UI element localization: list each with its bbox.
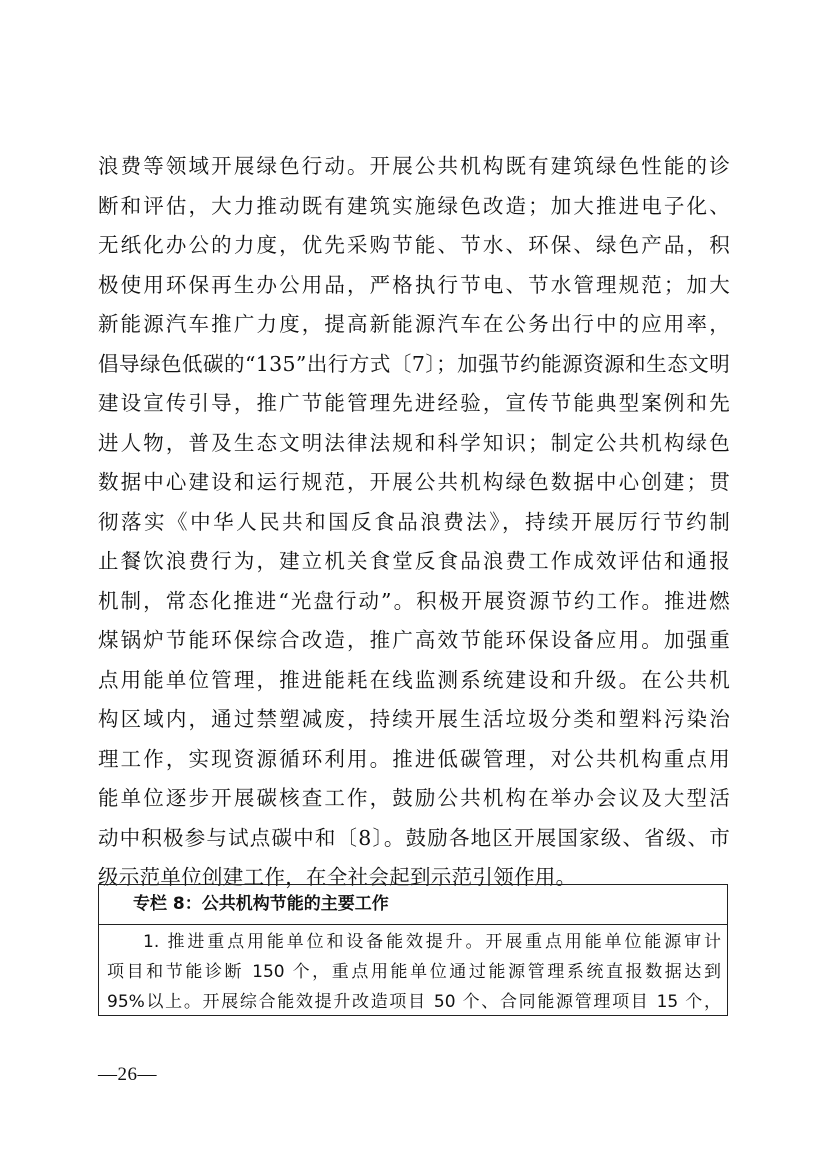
paragraph-line: 数据中心建设和运行规范，开展公共机构绿色数据中心创建；贯: [98, 470, 730, 494]
paragraph-line: 煤锅炉节能环保综合改造，推广高效节能环保设备应用。加强重: [98, 628, 730, 652]
paragraph-line: 倡导绿色低碳的“135”出行方式〔7〕；加强节约能源资源和生态文明: [98, 351, 730, 376]
column-box-title: 专栏 8：公共机构节能的主要工作: [99, 885, 727, 925]
paragraph-line: 进人物，普及生态文明法律法规和科学知识；制定公共机构绿色: [98, 430, 730, 455]
paragraph-line: 构区域内，通过禁塑减废，持续开展生活垃圾分类和塑料污染治: [98, 707, 730, 731]
column-box-line: 95%以上。开展综合能效提升改造项目 50 个、合同能源管理项目 15 个，: [107, 992, 721, 1012]
paragraph-line: 极使用环保再生办公用品，严格执行节电、节水管理规范；加大: [98, 272, 730, 297]
paragraph-line: 无纸化办公的力度，优先采购节能、节水、环保、绿色产品，积: [98, 233, 730, 257]
paragraph-line: 新能源汽车推广力度，提高新能源汽车在公务出行中的应用率，: [98, 312, 730, 336]
paragraph-line: 断和评估，大力推动既有建筑实施绿色改造；加大推进电子化、: [98, 193, 730, 218]
paragraph-line: 理工作，实现资源循环利用。推进低碳管理，对公共机构重点用: [98, 746, 730, 771]
column-box-line: 项目和节能诊断 150 个，重点用能单位通过能源管理系统直报数据达到: [107, 962, 721, 982]
column-box: [98, 884, 728, 1016]
paragraph-line: 止餐饮浪费行为，建立机关食堂反食品浪费工作成效评估和通报: [98, 549, 730, 573]
page-number: —26—: [98, 1064, 157, 1085]
paragraph-line: 级示范单位创建工作，在全社会起到示范引领作用。: [98, 865, 577, 889]
paragraph-line: 浪费等领域开展绿色行动。开展公共机构既有建筑绿色性能的诊: [98, 154, 730, 178]
body-paragraph: [98, 147, 730, 898]
paragraph-line: 彻落实《中华人民共和国反食品浪费法》，持续开展厉行节约制: [98, 509, 730, 534]
paragraph-line: 能单位逐步开展碳核查工作，鼓励公共机构在举办会议及大型活: [98, 786, 730, 810]
paragraph-line: 机制，常态化推进“光盘行动”。积极开展资源节约工作。推进燃: [98, 588, 730, 613]
column-box-line: 1. 推进重点用能单位和设备能效提升。开展重点用能单位能源审计: [143, 932, 721, 952]
paragraph-line: 建设宣传引导，推广节能管理先进经验，宣传节能典型案例和先: [98, 391, 730, 415]
column-box-body: [99, 925, 727, 1017]
paragraph-line: 点用能单位管理，推进能耗在线监测系统建设和升级。在公共机: [98, 667, 730, 692]
paragraph-line: 动中积极参与试点碳中和〔8〕。鼓励各地区开展国家级、省级、市: [98, 825, 730, 850]
